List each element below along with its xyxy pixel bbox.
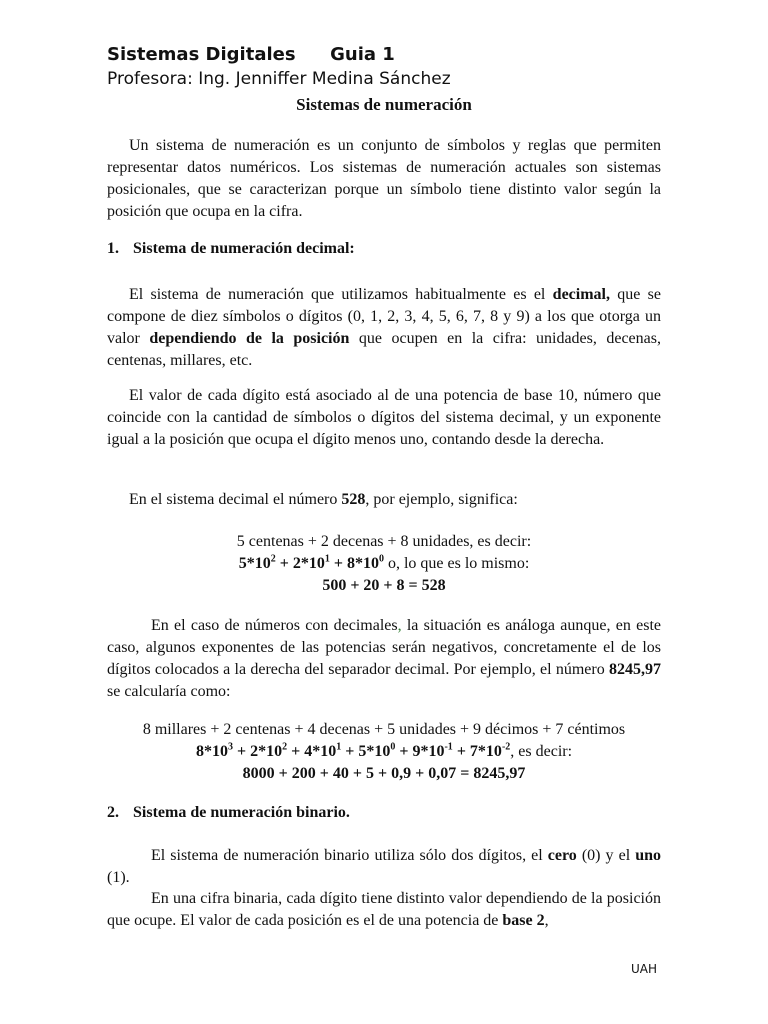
page-footer: UAH xyxy=(631,962,658,976)
intro-paragraph: Un sistema de numeración es un conjunto de símbolos y reglas que permiten representar datos numéricos. Los sistemas de numeración actuales son sistemas posicionales, que se caracterizan porque un símbolo tiene distinto valor según la posición que ocupa en la cifra. xyxy=(107,137,661,220)
example-1-line-2: $5*10^2 + 2*10^1 + 8*10^0$ o, lo que es lo mismo: xyxy=(238,553,530,572)
example-2-line-3: 8000 + 200 + 40 + 5 + 0,9 + 0,07 = 8245,97 xyxy=(242,765,526,782)
guide-label: Guia 1 xyxy=(330,44,395,65)
example-1-line-1: 5 centenas + 2 decenas + 8 unidades, es decir: xyxy=(236,533,532,550)
section-1-paragraph-3: En el sistema decimal el número 528, por ejemplo, significa: xyxy=(129,491,518,508)
section-2-paragraph-2: En una cifra binaria, cada dígito tiene distinto valor dependiendo de la posición que ocupe. El valor de cada posición es el de una potencia de base 2, xyxy=(107,890,661,929)
section-2-paragraph-1: El sistema de numeración binario utiliza sólo dos dígitos, el cero (0) y el uno (1). xyxy=(107,847,662,886)
section-1-paragraph-2: El valor de cada dígito está asociado al de una potencia de base 10, número que coincide con la cantidad de símbolos o dígitos del sistema decimal, y un exponente igual a la posición que ocupa el dígito menos uno, contando desde la derecha. xyxy=(107,387,661,448)
section-1-paragraph-1: El sistema de numeración que utilizamos habitualmente es el decimal, que se compone de diez símbolos o dígitos (0, 1, 2, 3, 4, 5, 6, 7, 8 y 9) a los que otorga un valor dependiendo de la posición que ocupen en la cifra: unidades, decenas, centenas, millares, etc. xyxy=(107,286,661,369)
section-2-heading: 2. Sistema de numeración binario. xyxy=(107,804,350,821)
section-1-heading: 1. Sistema de numeración decimal: xyxy=(107,240,355,257)
example-1-line-3: 500 + 20 + 8 = 528 xyxy=(322,577,446,594)
example-2-line-2: $8*10^3 + 2*10^2 + 4*10^1 + 5*10^0 + 9*10^{-1} + 7*10^{-2}$, es decir: xyxy=(195,741,573,760)
page-title: Sistemas de numeración xyxy=(296,95,472,114)
example-2-line-1: 8 millares + 2 centenas + 4 decenas + 5 unidades + 9 décimos + 7 céntimos xyxy=(142,721,626,738)
teacher-name: Profesora: Ing. Jenniffer Medina Sánchez xyxy=(107,69,451,89)
document-header xyxy=(107,44,395,65)
section-1-paragraph-4: En el caso de números con decimales, la situación es análoga aunque, en este caso, algunos exponentes de las potencias serán negativos, concretamente el de los dígitos colocados a la derecha del separador decimal. Por ejemplo, el número 8245,97 se calcularía como: xyxy=(107,617,661,700)
course-name: Sistemas Digitales xyxy=(107,44,296,65)
